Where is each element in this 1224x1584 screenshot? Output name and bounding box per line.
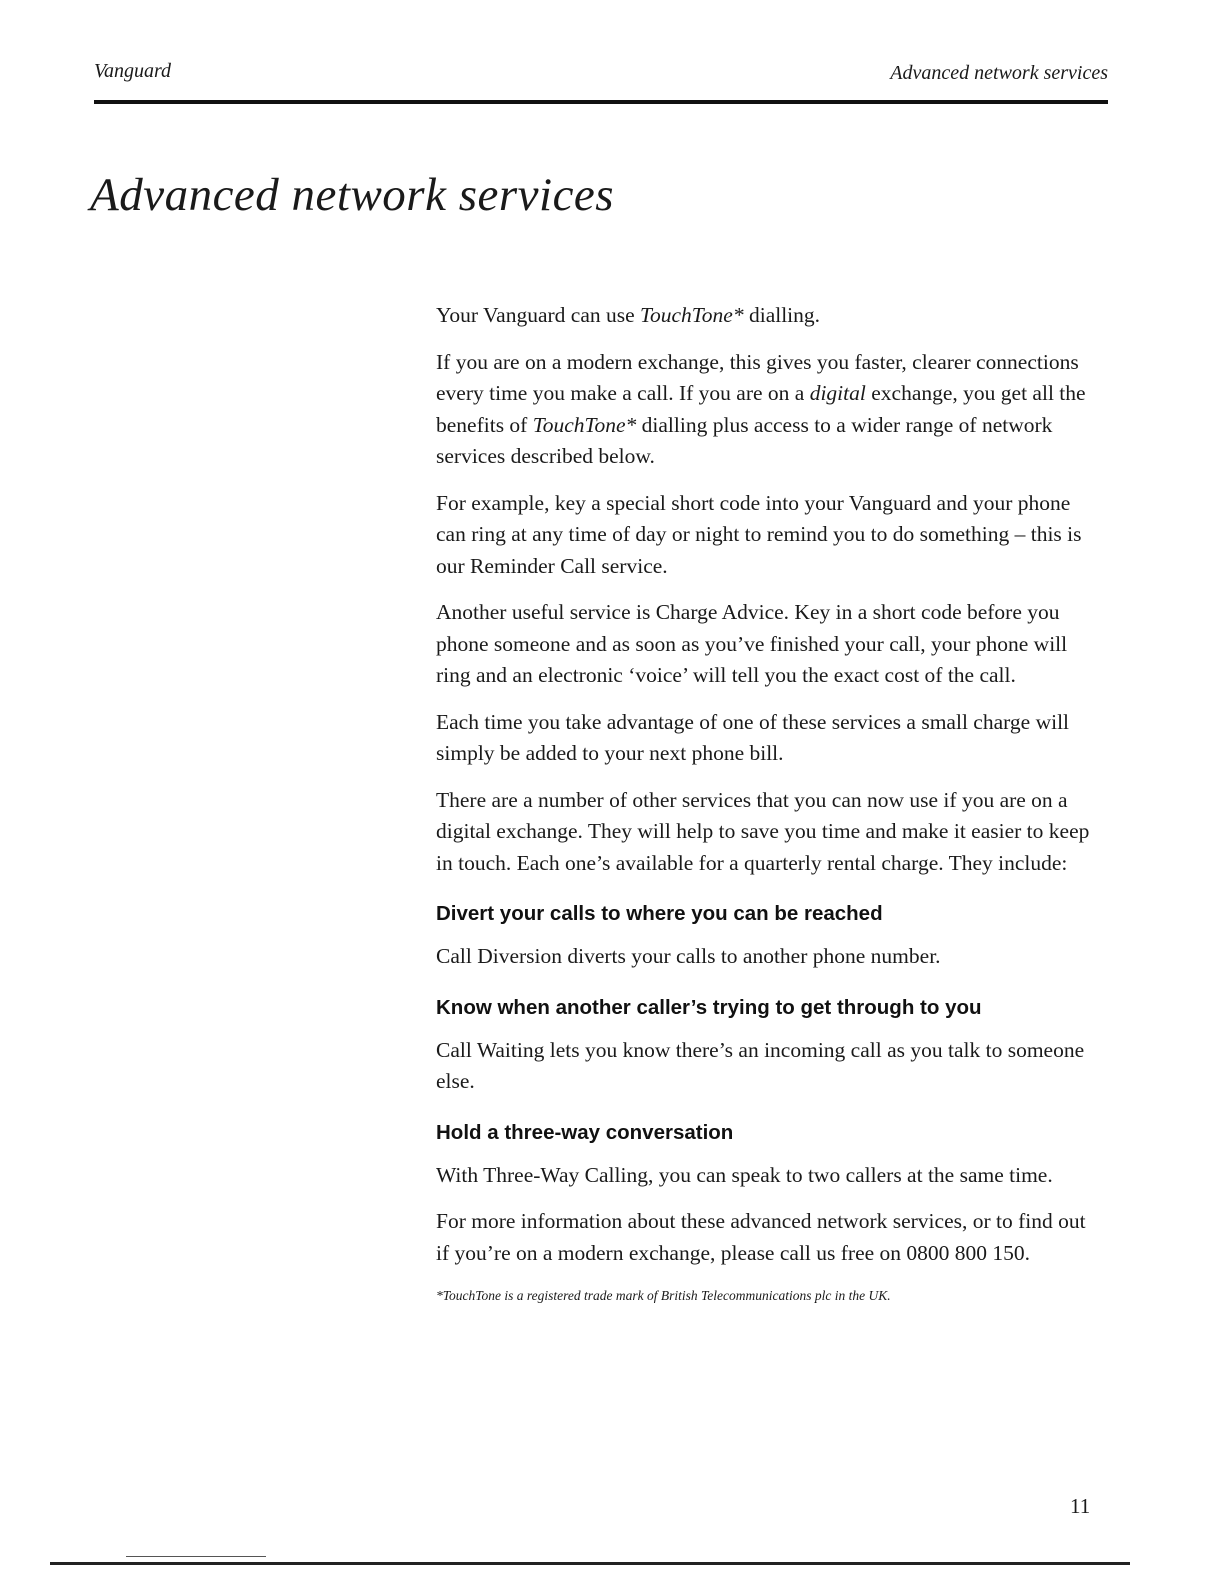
running-header [94,60,1108,90]
exchange-text-b: exchange, you get all the benefits of [436,381,1086,437]
page-title: Advanced network services [90,169,615,221]
closing-paragraph: For more information about these advanced network services, or to find out if you’re on a modern exchange, please call us free on 0800 800 150. [436,1209,1086,1265]
charge-advice-paragraph: Another useful service is Charge Advice. Key in a short code before you phone someone and as soon as you’ve finished your call, your phone will ring and an electronic ‘voice’ will tell you the exact cost of the call. [436,600,1068,687]
intro-paragraph [436,300,1102,332]
page-number: 11 [1070,1494,1091,1518]
running-header-right: Advanced network services [890,62,1108,84]
charges-paragraph: Each time you take advantage of one of these services a small charge will simply be added to your next phone bill. [436,709,1070,765]
trademark-footnote: *TouchTone is a registered trade mark of British Telecommunications plc in the UK. [436,1288,891,1303]
body-column [436,300,1102,1305]
digital-emphasis: digital [809,381,866,405]
exchange-paragraph [436,347,1102,473]
call-diversion-heading: Divert your calls to where you can be reached [436,902,883,925]
call-waiting-text: Call Waiting lets you know there’s an incoming call as you talk to someone else. [436,1037,1085,1093]
other-services-paragraph: There are a number of other services that you can now use if you are on a digital exchange. They will help to save you time and make it easier to keep in touch. Each one’s available for a quarterly rental charge. They include: [436,787,1090,875]
bottom-rule [50,1562,1130,1565]
call-diversion-text: Call Diversion diverts your calls to another phone number. [436,944,941,968]
intro-text-b: dialling. [743,303,821,327]
three-way-calling-heading: Hold a three-way conversation [436,1120,734,1144]
running-header-left: Vanguard [94,60,172,82]
header-rule [94,100,1108,104]
exchange-text-a: If you are on a modern exchange, this gives you faster, clearer connections every time you make a call. If you are on a [436,349,1079,405]
reminder-call-paragraph: For example, key a special short code into your Vanguard and your phone can ring at any time of day or night to remind you to do something – this is our Reminder Call service. [436,490,1082,578]
three-way-calling-text: With Three-Way Calling, you can speak to two callers at the same time. [436,1162,1053,1187]
touchtone-mark: TouchTone* [640,303,744,327]
intro-text-a: Your Vanguard can use [436,303,641,327]
bottom-short-rule [126,1556,266,1557]
exchange-text-c: dialling plus access to a wider range of network services described below. [436,412,1053,468]
call-waiting-heading: Know when another caller’s trying to get through to you [436,995,982,1019]
touchtone-mark-2: TouchTone* [532,412,637,437]
